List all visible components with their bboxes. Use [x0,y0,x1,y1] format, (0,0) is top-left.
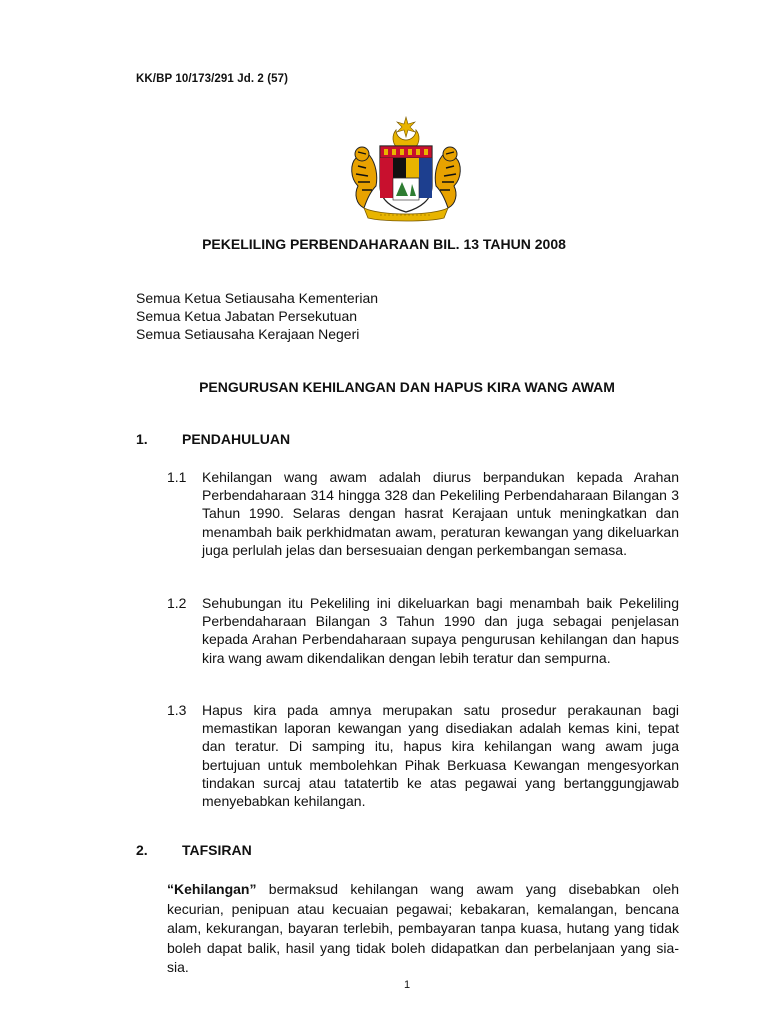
addressee-line: Semua Setiausaha Kerajaan Negeri [136,326,360,342]
section-heading [136,842,252,858]
paragraph-number: 1.2 [167,595,187,611]
paragraph-text: Kehilangan wang awam adalah diurus berpandukan kepada Arahan Perbendaharaan 314 hingga 328 dan Pekeliling Perbendaharaan Bilangan 3 Tahun 1990. Selaras dengan hasrat Kerajaan untuk meningkatkan dan menambah baik perkhidmatan awam, peraturan kewangan yang dikeluarkan juga perlulah jelas dan bersesuaian dengan perkembangan semasa. [202,469,679,558]
section-title: TAFSIRAN [182,842,252,858]
paragraph [167,468,679,559]
section-number: 1. [136,431,148,447]
paragraph-text: Sehubungan itu Pekeliling ini dikeluarkan bagi menambah baik Pekeliling Perbendaharaan Bilangan 3 Tahun 1990 dan juga sebagai penjelasan kepada Arahan Perbendaharaan supaya pengurusan kehilangan dan hapus kira wang awam dikendalikan dengan lebih teratur dan sempurna. [202,595,679,666]
addressee-line: Semua Ketua Setiausaha Kementerian [136,290,379,306]
reference-number: KK/BP 10/173/291 Jd. 2 (57) [136,73,289,85]
definition-paragraph [167,880,679,978]
paragraph-number: 1.3 [167,702,187,718]
definition-text: bermaksud kehilangan wang awam yang disebabkan oleh kecurian, penipuan atau kecuaian pegawai; kebakaran, kemalangan, bencana alam, kekurangan, bayaran terlebih, pembayaran tanpa kuasa, hutang yang tidak boleh dapat balik, hasil yang tidak boleh didapatkan dan perbelanjaan yang sia-sia. [167,881,679,976]
circular-title: PEKELILING PERBENDAHARAAN BIL. 13 TAHUN 2008 [202,236,566,252]
subject-heading: PENGURUSAN KEHILANGAN DAN HAPUS KIRA WANG AWAM [199,379,615,395]
addressee-line: Semua Ketua Jabatan Persekutuan [136,308,358,324]
section-heading [136,431,290,447]
section-title: PENDAHULUAN [182,431,291,447]
coat-of-arms-icon [346,116,466,224]
addressee-list [136,289,378,343]
section-number: 2. [136,842,148,858]
paragraph [167,701,679,810]
paragraph-text: Hapus kira pada amnya merupakan satu prosedur perakaunan bagi memastikan laporan kewangan yang disediakan adalah kemas kini, tepat dan teratur. Di samping itu, hapus kira kehilangan wang awam juga bertujuan untuk membolehkan Pihak Berkuasa Kewangan mengesyorkan tindakan surcaj atau tatatertib ke atas pegawai yang bertanggungjawab menyebabkan kehilangan. [202,702,679,810]
paragraph [167,594,679,667]
paragraph-number: 1.1 [167,469,187,485]
definition-term: “Kehilangan” [167,881,257,897]
page-number: 1 [403,979,411,991]
